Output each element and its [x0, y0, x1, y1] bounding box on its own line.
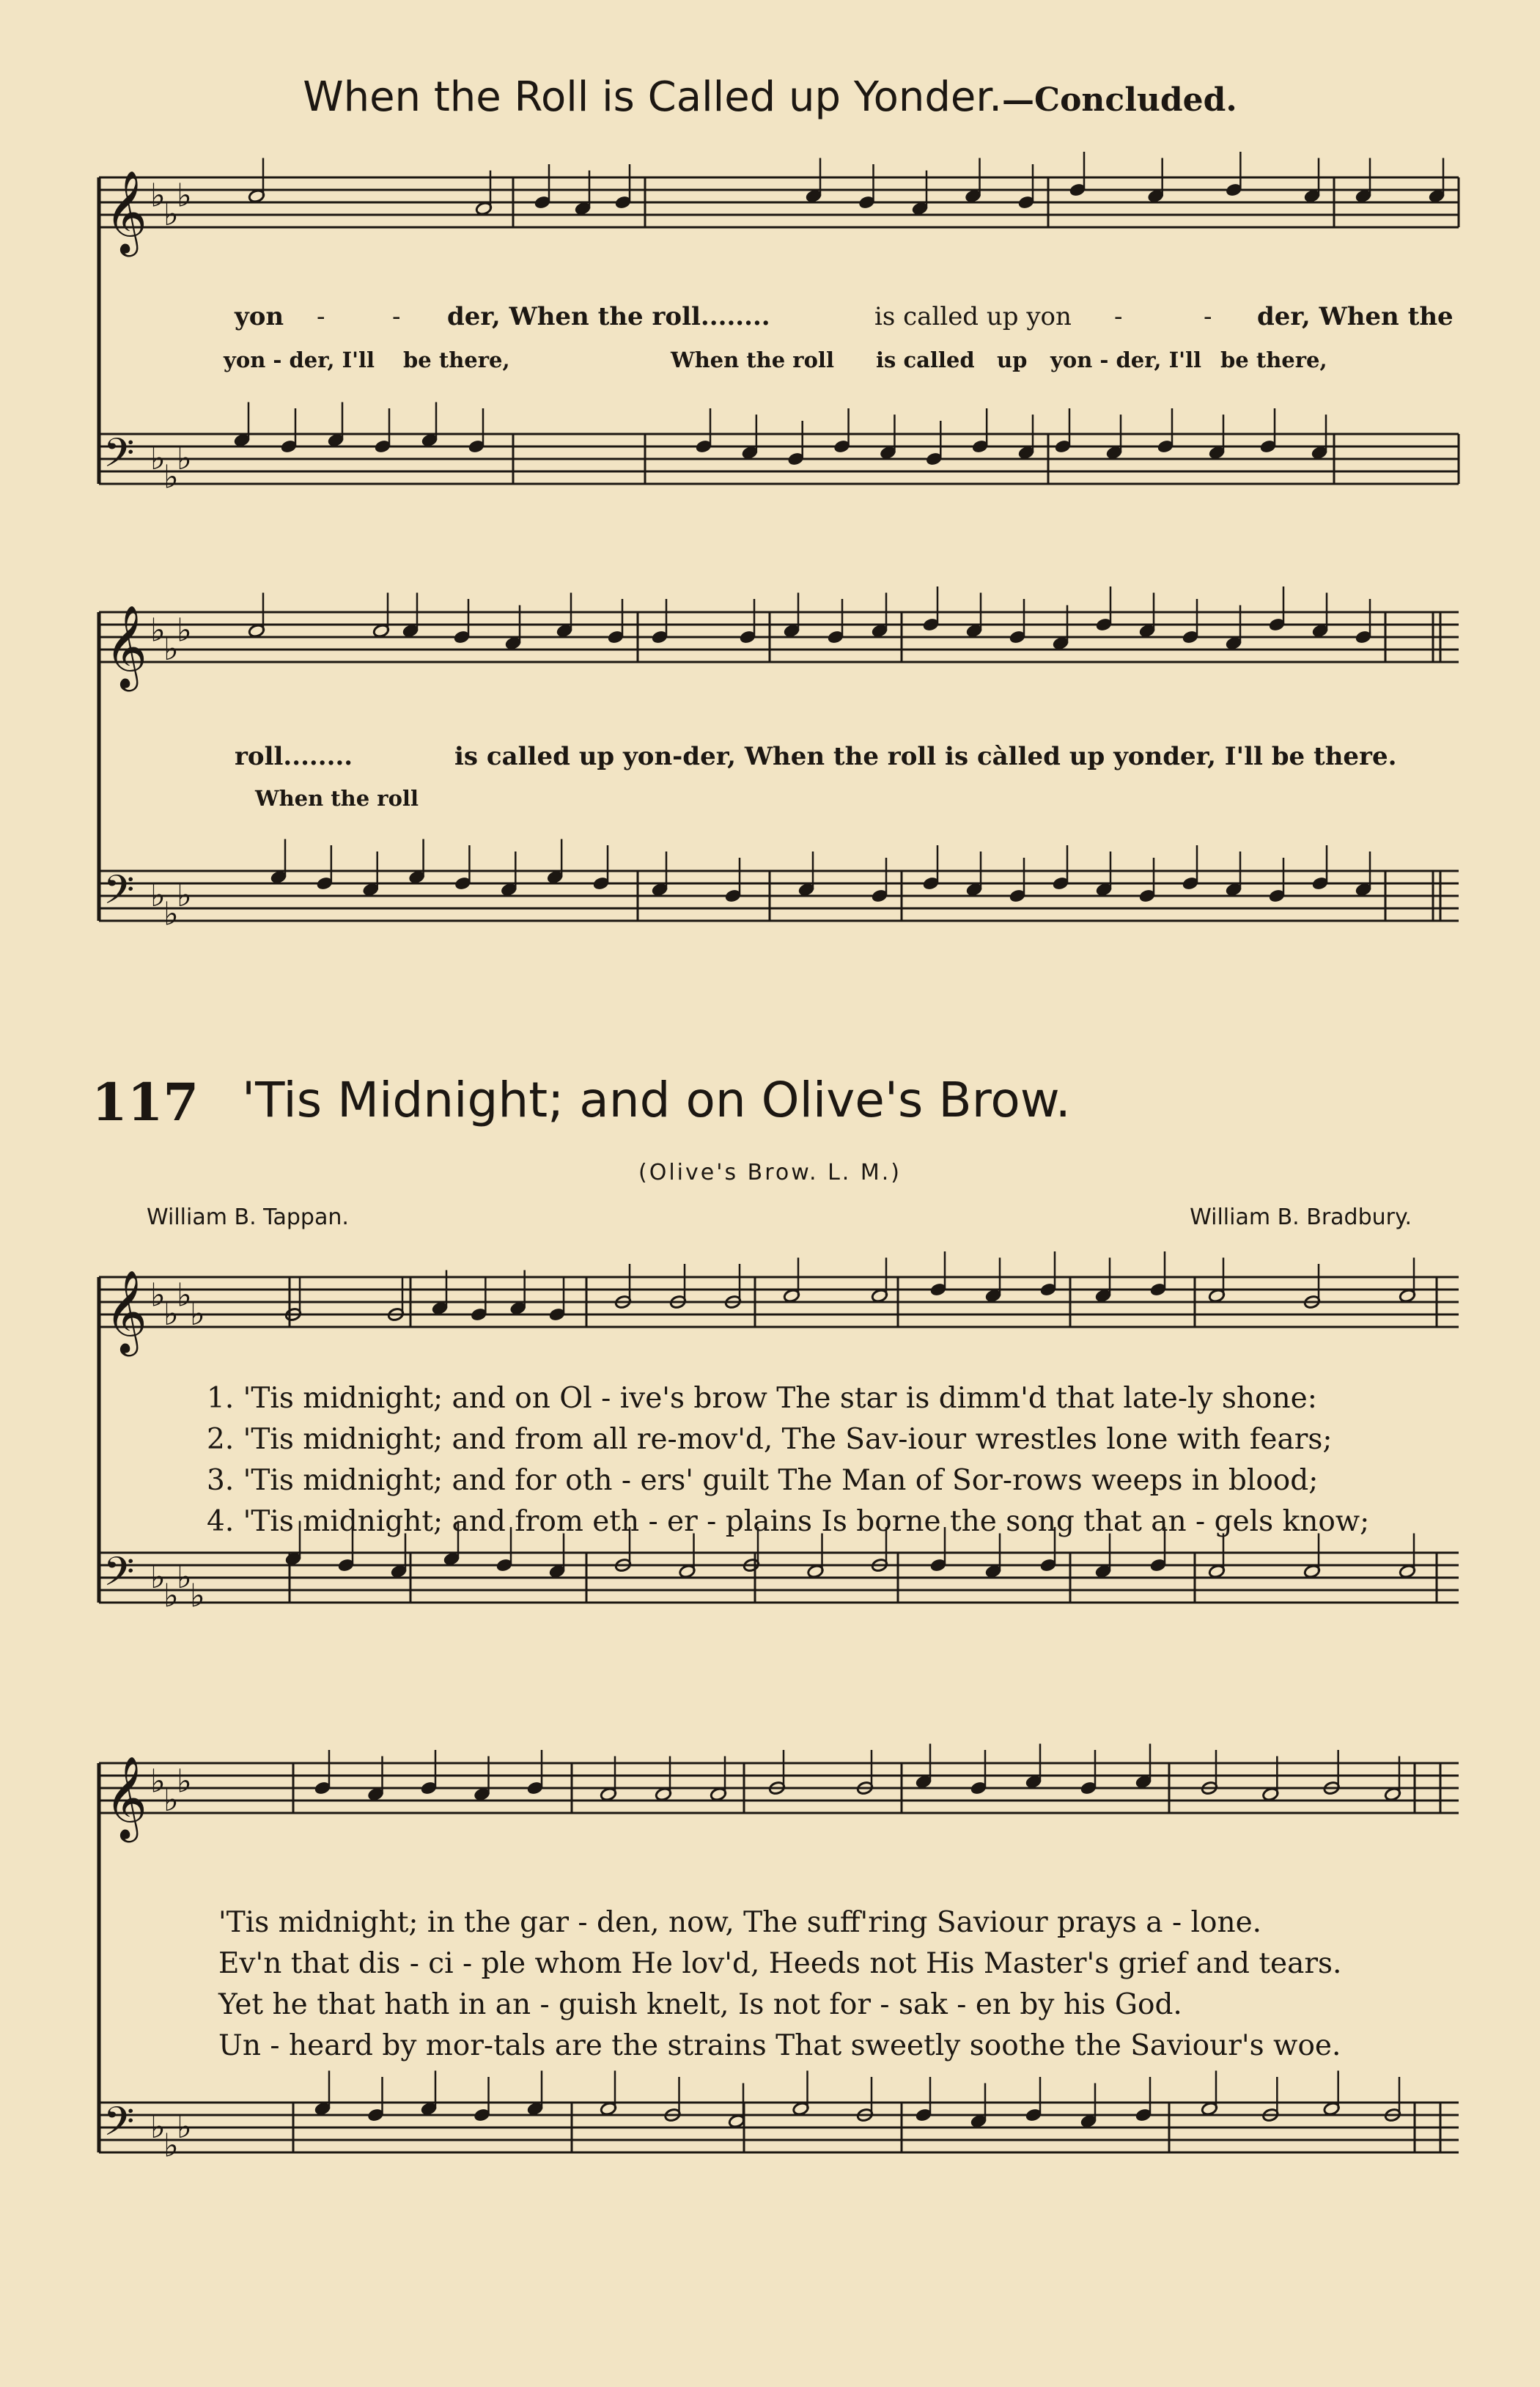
verse-line: 4. 'Tis midnight; and from eth - er - plains Is borne the song that an - gels know; [207, 1505, 1370, 1538]
treble-clef-icon: 𝄞 [105, 1756, 147, 1839]
flat-icon: ♭ [163, 1781, 179, 1819]
flat-icon: ♭ [177, 177, 192, 215]
verse-line: Yet he that hath in an - guish knelt, Is not for - sak - en by his God. [218, 1988, 1182, 2021]
bass-clef-icon: 𝄢 [103, 430, 135, 486]
flat-icon: ♭ [163, 196, 179, 233]
bass-staff [99, 871, 1459, 921]
treble-staff [99, 1763, 1459, 1813]
verse-line: Ev'n that dis - ci - ple whom He lov'd, Heeds not His Master's grief and tears. [218, 1947, 1342, 1980]
flat-icon: ♭ [190, 1577, 205, 1615]
flat-icon: ♭ [150, 1559, 166, 1596]
song-title: When the Roll is Called up Yonder. [303, 73, 1003, 121]
flat-icon: ♭ [163, 1295, 179, 1333]
author: William B. Tappan. [147, 1204, 349, 1230]
flat-icon: ♭ [177, 1276, 192, 1314]
flat-icon: ♭ [150, 440, 166, 477]
verse-line: 1. 'Tis midnight; and on Ol - ive's brow The star is dimm'd that late-ly shone: [207, 1382, 1317, 1415]
flat-icon: ♭ [177, 440, 192, 477]
lyric-line-2-bass: When the roll [255, 786, 419, 811]
flat-icon: ♭ [163, 1577, 179, 1615]
bass-clef-icon: 𝄢 [103, 867, 135, 923]
flat-icon: ♭ [150, 2108, 166, 2146]
song-title-suffix: —Concluded. [1002, 81, 1237, 119]
flat-icon: ♭ [150, 1276, 166, 1314]
flat-icon: ♭ [150, 177, 166, 215]
verse-line: 3. 'Tis midnight; and for oth - ers' guilt The Man of Sor-rows weeps in blood; [207, 1464, 1319, 1497]
flat-icon: ♭ [163, 630, 179, 668]
verse-line: 2. 'Tis midnight; and from all re-mov'd, The Sav-iour wrestles lone with fears; [207, 1423, 1333, 1456]
flat-icon: ♭ [177, 2108, 192, 2146]
flat-icon: ♭ [163, 2127, 179, 2165]
flat-icon: ♭ [150, 1762, 166, 1801]
flat-icon: ♭ [177, 1762, 192, 1801]
flat-icon: ♭ [177, 1559, 192, 1596]
bass-clef-icon: 𝄢 [103, 2098, 135, 2155]
flat-icon: ♭ [177, 877, 192, 914]
treble-clef-icon: 𝄞 [105, 1270, 147, 1353]
flat-icon: ♭ [163, 458, 179, 496]
flat-icon: ♭ [177, 611, 192, 650]
treble-staff [99, 612, 1459, 662]
treble-clef-icon: 𝄞 [105, 605, 147, 688]
bass-clef-icon: 𝄢 [103, 1548, 135, 1605]
treble-clef-icon: 𝄞 [105, 170, 147, 254]
treble-staff [99, 1277, 1459, 1327]
composer: William B. Bradbury. [1190, 1204, 1412, 1230]
flat-icon: ♭ [163, 895, 179, 933]
tune-name: (Olive's Brow. L. M.) [638, 1160, 902, 1185]
bass-staff [99, 434, 1459, 484]
bass-staff [99, 1553, 1459, 1603]
verse-line: Un - heard by mor-tals are the strains That sweetly soothe the Saviour's woe. [218, 2029, 1341, 2062]
bass-staff [99, 2103, 1459, 2152]
flat-icon: ♭ [150, 877, 166, 914]
hymn-title: 'Tis Midnight; and on Olive's Brow. [242, 1072, 1071, 1128]
hymn-number: 117 [92, 1072, 199, 1133]
flat-icon: ♭ [150, 611, 166, 650]
flat-icon: ♭ [190, 1295, 205, 1333]
treble-staff [99, 177, 1459, 227]
verse-line: 'Tis midnight; in the gar - den, now, The suff'ring Saviour prays a - lone. [218, 1906, 1262, 1939]
